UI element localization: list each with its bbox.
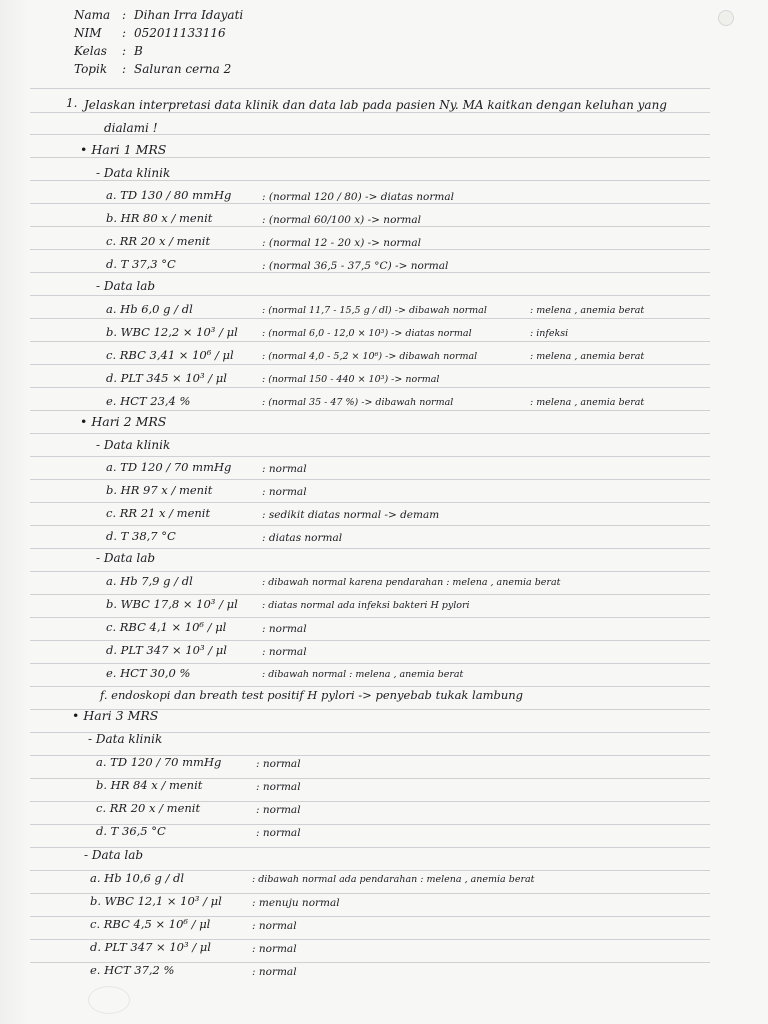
day-3-klinik-note: : normal [256,758,301,770]
day-1-klinik-note: : (normal 36,5 - 37,5 °C) -> normal [262,260,449,272]
day-1-lab-item: e. HCT 23,4 % [106,394,191,408]
day-1-lab-item: b. WBC 12,2 × 10³ / μl [106,325,238,339]
day-3-lab-note: : dibawah normal ada pendarahan : melena , anemia berat [252,874,535,885]
nim-value: 052011133116 [134,26,226,40]
ruled-line [30,502,710,503]
day-3-klinik-note: : normal [256,827,301,839]
question-line-2: dialami ! [104,121,158,135]
ruled-line [30,341,710,342]
day-3-klinik-item: a. TD 120 / 70 mmHg [96,755,222,769]
day-2-klinik-note: : diatas normal [262,532,343,544]
day-3-lab-item: e. HCT 37,2 % [90,963,175,977]
ruled-line [30,112,710,113]
day-1-lab-item: d. PLT 345 × 10³ / μl [106,371,227,385]
day-1-klinik-item: a. TD 130 / 80 mmHg [106,188,232,202]
day-1-lab-item: c. RBC 3,41 × 10⁶ / μl [106,348,234,362]
ruled-line [30,387,710,388]
day-2-klinik-note: : sedikit diatas normal -> demam [262,509,440,521]
day-2-lab-note: : diatas normal ada infeksi bakteri H pylori [262,600,470,611]
nama-value: Dihan Irra Idayati [134,8,244,22]
ruled-line [30,456,710,457]
day-1-klinik-item: b. HR 80 x / menit [106,211,213,225]
day-2-klinik-item: b. HR 97 x / menit [106,483,213,497]
day-1-lab-extra: : melena , anemia berat [530,351,645,362]
day-1-lab-extra: : melena , anemia berat [530,305,645,316]
day-2-lab-item: b. WBC 17,8 × 10³ / μl [106,597,238,611]
day-1-lab-note: : (normal 150 - 440 × 10³) -> normal [262,374,440,385]
kelas-label: Kelas [74,44,107,58]
day-1-klinik-item: c. RR 20 x / menit [106,234,211,248]
kelas-value: B [134,44,143,58]
day-3-klinik-note: : normal [256,781,301,793]
topik-label: Topik [74,62,108,76]
day-2-klinik-note: : normal [262,463,307,475]
watermark-stamp [88,986,130,1014]
day-1-klinik-note: : (normal 60/100 x) -> normal [262,214,421,226]
day-1-lab-extra: : melena , anemia berat [530,397,645,408]
day-3-lab-note: : normal [252,920,297,932]
ruled-line [30,617,710,618]
day-3-lab-note: : normal [252,943,297,955]
colon: : [122,8,127,22]
header-nama [0,8,768,24]
topik-value: Saluran cerna 2 [134,62,232,76]
day-3-klinik-item: d. T 36,5 °C [96,824,166,838]
day-2-lab-note: : normal [262,646,307,658]
ruled-line [30,433,710,434]
ruled-line [30,686,710,687]
day-2-klinik-item: c. RR 21 x / menit [106,506,211,520]
day-3-lab-item: a. Hb 10,6 g / dl [90,871,185,885]
day-2-lab-item: c. RBC 4,1 × 10⁶ / μl [106,620,227,634]
ruled-line [30,180,710,181]
day-3-klinik-item: c. RR 20 x / menit [96,801,201,815]
ruled-line [30,663,710,664]
day-3-klinik-heading: - Data klinik [88,732,163,746]
day-3-lab-item: c. RBC 4,5 × 10⁶ / μl [90,917,211,931]
nama-label: Nama [74,8,111,22]
day-1-klinik-note: : (normal 12 - 20 x) -> normal [262,237,421,249]
colon: : [122,26,127,40]
day-2-title: • Hari 2 MRS [80,414,167,429]
day-1-lab-extra: : infeksi [530,328,569,339]
ruled-line [30,295,710,296]
day-2-klinik-heading: - Data klinik [96,438,171,452]
day-1-lab-heading: - Data lab [96,279,156,293]
ruled-line [30,364,710,365]
day-3-lab-note: : normal [252,966,297,978]
day-3-lab-item: d. PLT 347 × 10³ / μl [90,940,211,954]
day-2-lab-heading: - Data lab [96,551,156,565]
day-1-lab-item: a. Hb 6,0 g / dl [106,302,193,316]
day-1-klinik-note: : (normal 120 / 80) -> diatas normal [262,191,454,203]
day-2-klinik-item: d. T 38,7 °C [106,529,176,543]
day-2-klinik-note: : normal [262,486,307,498]
ruled-line [30,640,710,641]
day-2-lab-note: : dibawah normal karena pendarahan : melena , anemia berat [262,577,561,588]
ruled-line [30,88,710,89]
day-1-lab-note: : (normal 4,0 - 5,2 × 10⁶) -> dibawah normal [262,351,478,362]
day-1-lab-note: : (normal 35 - 47 %) -> dibawah normal [262,397,454,408]
question-number: 1. [66,96,78,110]
ruled-line [30,548,710,549]
day-2-lab-item: f. endoskopi dan breath test positif H pylori -> penyebab tukak lambung [100,688,524,702]
day-2-lab-item: a. Hb 7,9 g / dl [106,574,193,588]
colon: : [122,44,127,58]
header-kelas [0,44,768,60]
day-3-klinik-note: : normal [256,804,301,816]
ruled-line [30,479,710,480]
day-1-klinik-item: d. T 37,3 °C [106,257,176,271]
day-1-title: • Hari 1 MRS [80,142,167,157]
header-topik [0,62,768,78]
header-nim [0,26,768,42]
day-1-lab-note: : (normal 11,7 - 15,5 g / dl) -> dibawah normal [262,305,487,316]
question-line-1: Jelaskan interpretasi data klinik dan data lab pada pasien Ny. MA kaitkan dengan keluhan yang [84,98,667,112]
ruled-line [30,157,710,158]
ruled-line [30,410,710,411]
day-2-lab-note: : normal [262,623,307,635]
day-3-title: • Hari 3 MRS [72,708,159,723]
day-3-lab-item: b. WBC 12,1 × 10³ / μl [90,894,222,908]
nim-label: NIM [74,26,102,40]
day-2-lab-note: : dibawah normal : melena , anemia berat [262,669,464,680]
day-2-lab-item: e. HCT 30,0 % [106,666,191,680]
day-3-lab-heading: - Data lab [84,848,144,862]
ruled-line [30,594,710,595]
ruled-line [30,318,710,319]
day-3-lab-note: : menuju normal [252,897,340,909]
day-3-klinik-item: b. HR 84 x / menit [96,778,203,792]
ruled-line [30,571,710,572]
day-1-lab-note: : (normal 6,0 - 12,0 × 10³) -> diatas normal [262,328,472,339]
day-2-lab-item: d. PLT 347 × 10³ / μl [106,643,227,657]
colon: : [122,62,127,76]
day-1-klinik-heading: - Data klinik [96,166,171,180]
ruled-line [30,525,710,526]
day-2-klinik-item: a. TD 120 / 70 mmHg [106,460,232,474]
